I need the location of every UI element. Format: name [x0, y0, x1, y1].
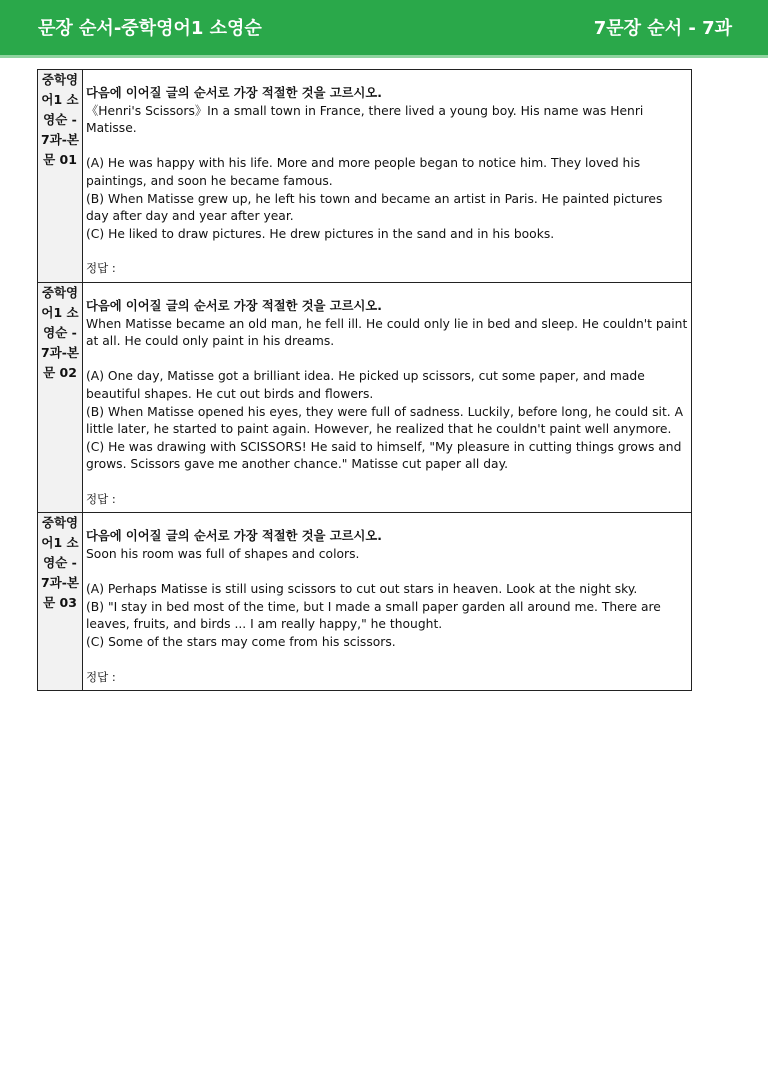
question-label: 중학영어1 소영순 - 7과-본문 03 — [38, 513, 83, 691]
header-unit: 7문장 순서 - 7과 — [593, 18, 732, 39]
question-passage: Soon his room was full of shapes and colors. (A) Perhaps Matisse is still using scissors to cut out stars in heaven. Look at the night sky. (B) "I stay in bed most of the time, but I made a small paper garden all around me. There are leaves, fruits, and birds ... I am really happy," he thought. (C) Some of the stars may come from his scissors. — [86, 547, 661, 650]
question-passage: When Matisse became an old man, he fell ill. He could only lie in bed and sleep. He couldn't paint at all. He could only paint in his dreams. (A) One day, Matisse got a brilliant idea. He picked up scissors, cut some paper, and made beautiful shapes. He cut out birds and flowers. (B) When Matisse opened his eyes, they were full of sadness. Luckily, before long, he could sit. A little later, he started to paint again. However, he realized that he couldn't paint well anymore. (C) He was drawing with SCISSORS! He said to himself, "My pleasure in cutting things grows and grows. Scissors gave me another chance." Matisse cut paper all day. — [86, 316, 688, 472]
question-content — [83, 513, 692, 691]
question-table — [37, 69, 692, 691]
question-label: 중학영어1 소영순 - 7과-본문 02 — [38, 282, 83, 513]
header-title: 문장 순서-중학영어1 소영순 — [38, 18, 262, 39]
answer-label: 정답 : — [86, 491, 116, 506]
answer-label: 정답 : — [86, 261, 116, 276]
question-passage: 《Henri's Scissors》In a small town in France, there lived a young boy. His name was Henri Matisse. (A) He was happy with his life. More and more people began to notice him. They loved his paintings, and soon he became famous. (B) When Matisse grew up, he left his town and became an artist in Paris. He painted pictures day after day and year after year. (C) He liked to draw pictures. He drew pictures in the sand and in his books. — [86, 103, 663, 241]
page-header — [0, 0, 768, 58]
answer-label: 정답 : — [86, 669, 116, 684]
question-label: 중학영어1 소영순 - 7과-본문 01 — [38, 70, 83, 283]
question-content — [83, 282, 692, 513]
question-row — [38, 513, 692, 691]
question-instruction: 다음에 이어질 글의 순서로 가장 적절한 것을 고르시오. — [86, 298, 382, 313]
question-instruction: 다음에 이어질 글의 순서로 가장 적절한 것을 고르시오. — [86, 86, 382, 100]
question-instruction: 다음에 이어질 글의 순서로 가장 적절한 것을 고르시오. — [86, 529, 382, 544]
question-content — [83, 70, 692, 283]
question-row — [38, 282, 692, 513]
question-row — [38, 70, 692, 283]
